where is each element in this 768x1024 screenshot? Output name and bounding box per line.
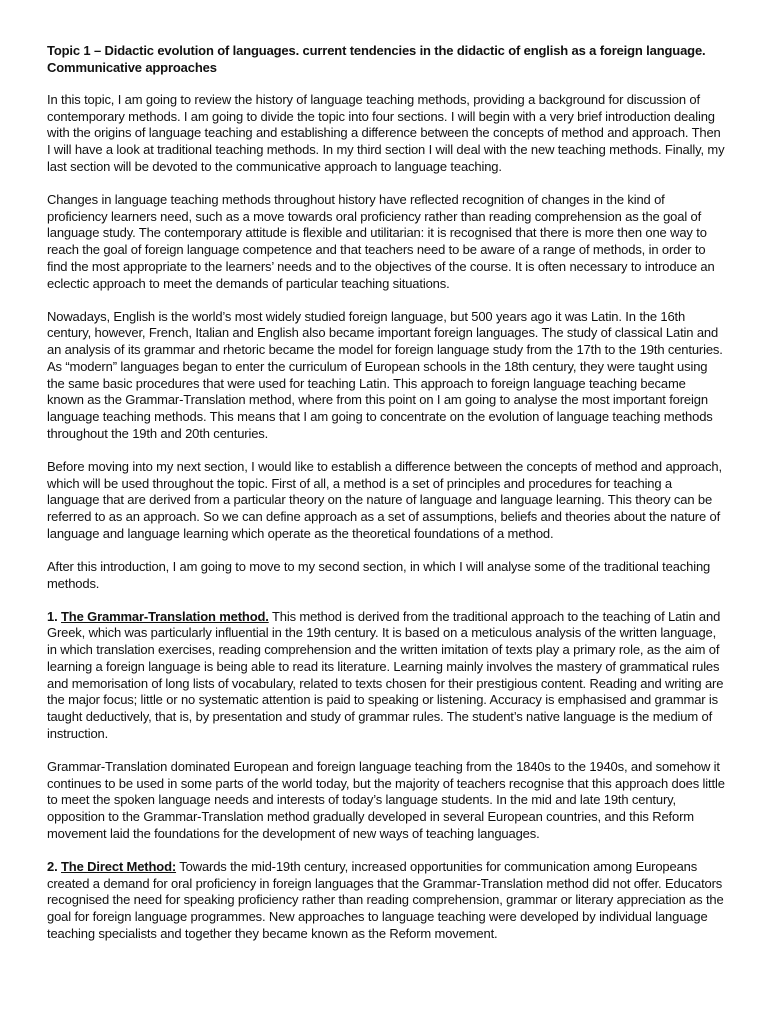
paragraph-transition: After this introduction, I am going to move to my second section, in which I will analyse some of the traditional teaching methods. [47, 558, 711, 591]
paragraph-intro: In this topic, I am going to review the history of language teaching methods, providing a background for discussion of contemporary methods. I am going to divide the topic into four sections. I will begin with a very brief introduction dealing with the origins of language teaching and establishing a difference between the concepts of method and approach. Then I will have a look at traditional teaching methods. In my third section I will deal with the new teaching methods. Finally, my last section will be devoted to the communicative approach to language teaching. [47, 92, 725, 174]
section-title: The Grammar-Translation method. [61, 608, 269, 624]
section-heading-direct-method [47, 859, 176, 874]
section-heading-grammar-translation [47, 609, 269, 624]
paragraph-changes: Changes in language teaching methods throughout history have reflected recognition of changes in the kind of proficiency learners need, such as a move towards oral proficiency rather than reading comprehension as the goal of language study. The contemporary attitude is flexible and utilitarian: it is recognised that there is more then one way to reach the goal of foreign language competence and that teachers need to be aware of a range of methods, in order to find the most appropriate to the learners’ needs and to the objectives of the course. It is often necessary to introduce an eclectic approach to meet the demands of particular teaching situations. [47, 192, 715, 291]
section-text: Towards the mid-19th century, increased opportunities for communication among Europeans created a demand for oral proficiency in foreign languages that the Grammar-Translation method did not offer. Educators recognised the need for speaking proficiency rather than reading comprehension, grammar or literary appreciation as the goal for foreign language programmes. New approaches to language teaching were developed by individual language teaching specialists and together they became known as the Reform movement. [47, 858, 724, 941]
section-number: 1. [47, 608, 62, 624]
section-number: 2. [47, 858, 62, 874]
paragraph-method-approach: Before moving into my next section, I would like to establish a difference between the concepts of method and approach, which will be used throughout the topic. First of all, a method is a set of principles and procedures for teaching a language that are derived from a particular theory on the nature of language and language learning. This theory can be referred to as an approach. So we can define approach as a set of assumptions, beliefs and theories about the nature of language and language learning which operate as the theoretical foundations of a method. [47, 458, 722, 541]
document-title: Topic 1 – Didactic evolution of languages. current tendencies in the didactic of english as a foreign language. Communicative approaches [47, 43, 706, 75]
section-direct-method [47, 859, 725, 943]
document-page [47, 42, 725, 959]
section-grammar-translation [47, 609, 725, 743]
paragraph-grammar-translation-dominance: Grammar-Translation dominated European and foreign language teaching from the 1840s to the 1940s, and somehow it continues to be used in some parts of the world today, but the majority of teachers recognise that this approach does little to meet the spoken language needs and interests of today’s language students. In the mid and late 19th century, opposition to the Grammar-Translation method gradually developed in several European countries, and this Reform movement laid the foundations for the development of new ways of teaching languages. [47, 758, 725, 841]
section-title: The Direct Method: [61, 858, 177, 874]
paragraph-history: Nowadays, English is the world’s most widely studied foreign language, but 500 years ago it was Latin. In the 16th century, however, French, Italian and English also became important foreign languages. The study of classical Latin and an analysis of its grammar and rhetoric became the model for foreign language study from the 17th to the 19th centuries. As “modern” languages began to enter the curriculum of European schools in the 18th century, they were taught using the same basic procedures that were used for teaching Latin. This approach to foreign language teaching became known as the Grammar-Translation method, where from this point on I am going to analyse the most important foreign language teaching methods. This means that I am going to concentrate on the evolution of language teaching methods throughout the 19th and 20th centuries. [47, 308, 723, 441]
section-text: This method is derived from the traditional approach to the teaching of Latin and Greek, which was particularly influential in the 19th century. It is based on a meticulous analysis of the written language, in which translation exercises, reading comprehension and the written imitation of texts play a primary role, as the aim of learning a foreign language is being able to read its literature. Learning mainly involves the mastery of grammatical rules and memorisation of long lists of vocabulary, related to texts chosen for their prestigious content. Reading and writing are the major focus; little or no systematic attention is paid to speaking or listening. Accuracy is emphasised and grammar is taught deductively, that is, by presentation and study of grammar rules. The student’s native language is the medium of instruction. [47, 608, 724, 741]
